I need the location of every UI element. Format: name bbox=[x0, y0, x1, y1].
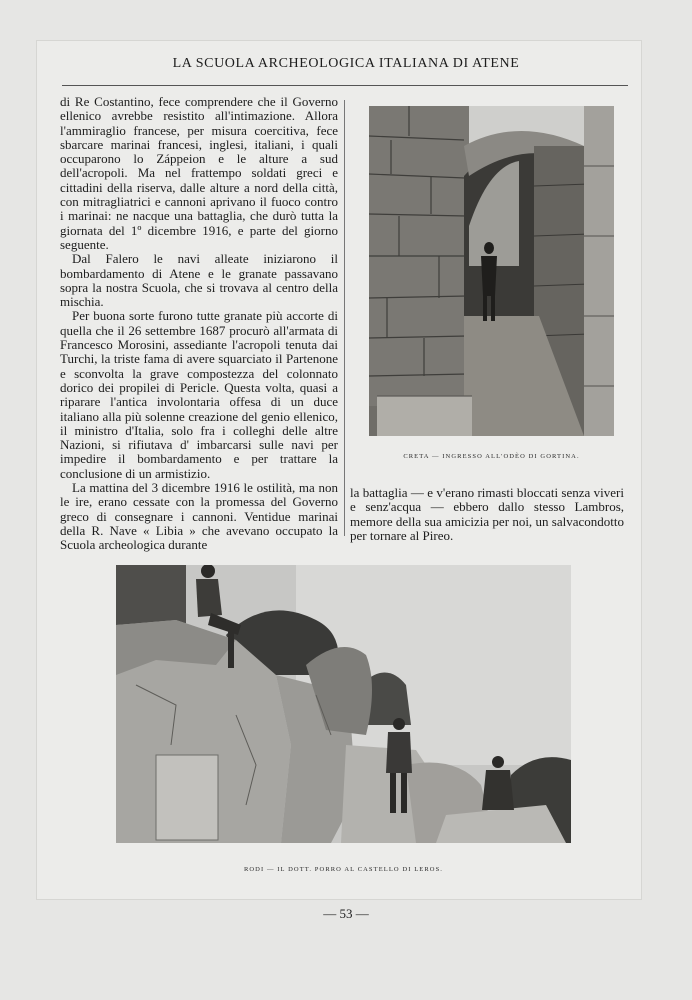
page-number: — 53 — bbox=[323, 906, 369, 921]
paragraph: di Re Costantino, fece comprendere che il Governo ellenico avrebbe resistito all'intimazione. Allora l'ammiraglio francese, per misura coercitiva, fece sbarcare marinai francesi, inglesi, italiani, i quali occuparono lo Záppeion e le alture a sud dell'acropoli. Ma nel frattempo soldati greci e cittadini della riserva, dalle alture a nord della città, con mitragliatrici e cannoni aprivano il fuoco contro i marinai: ne nacque una battaglia, che durò tutta la giornata del 1º dicembre 1916, e parte del giorno seguente. bbox=[60, 94, 338, 252]
running-title: LA SCUOLA ARCHEOLOGICA ITALIANA DI ATENE bbox=[172, 56, 520, 71]
photo-gortyna-odeon-entrance bbox=[369, 106, 614, 436]
column-divider bbox=[344, 100, 345, 536]
paragraph: Dal Falero le navi alleate iniziarono il bombardamento di Atene e le granate passavano sopra la nostra Scuola, che si trovava al centro della mischia. bbox=[60, 251, 338, 310]
right-column-continuation bbox=[350, 486, 624, 543]
caption-bottom-figure: RODI — IL DOTT. PORRO AL CASTELLO DI LEROS. bbox=[243, 866, 444, 873]
photo-leros-castle-rocks bbox=[116, 565, 571, 843]
left-column bbox=[60, 95, 338, 553]
header-rule bbox=[62, 85, 628, 86]
paragraph: la battaglia — e v'erano rimasti bloccati senza viveri e senz'acqua — ebbero dallo stesso Lambros, memore della sua amicizia per noi, un salvacondotto per tornare al Pireo. bbox=[350, 485, 624, 543]
paragraph: Per buona sorte furono tutte granate più accorte di quella che il 26 settembre 1687 procurò all'armata di Francesco Morosini, assediante l'acropoli tenuta dai Turchi, la triste fama di avere squarciato il Partenone e sconvolta la grave compostezza del colonnato dorico dei propilei di Pericle. Questa volta, quasi a riparare l'antica involontaria offesa di un duce italiano alla più solenne creazione del genio ellenico, il ministro d'Italia, solo fra i colleghi delle altre Nazioni, si rifiutava d' imbarcarsi sulle navi per impedire il bombardamento e per trattare la conclusione di un armistizio. bbox=[60, 308, 338, 481]
caption-top-figure: CRETA — INGRESSO ALL'ODÈO DI GORTINA. bbox=[403, 453, 580, 460]
paragraph: La mattina del 3 dicembre 1916 le ostilità, ma non le ire, erano cessate con la promessa del Governo greco di consegnare i cannoni. Ventidue marinai della R. Nave « Libia » che avevano occupato la Scuola archeologica durante bbox=[60, 480, 338, 553]
